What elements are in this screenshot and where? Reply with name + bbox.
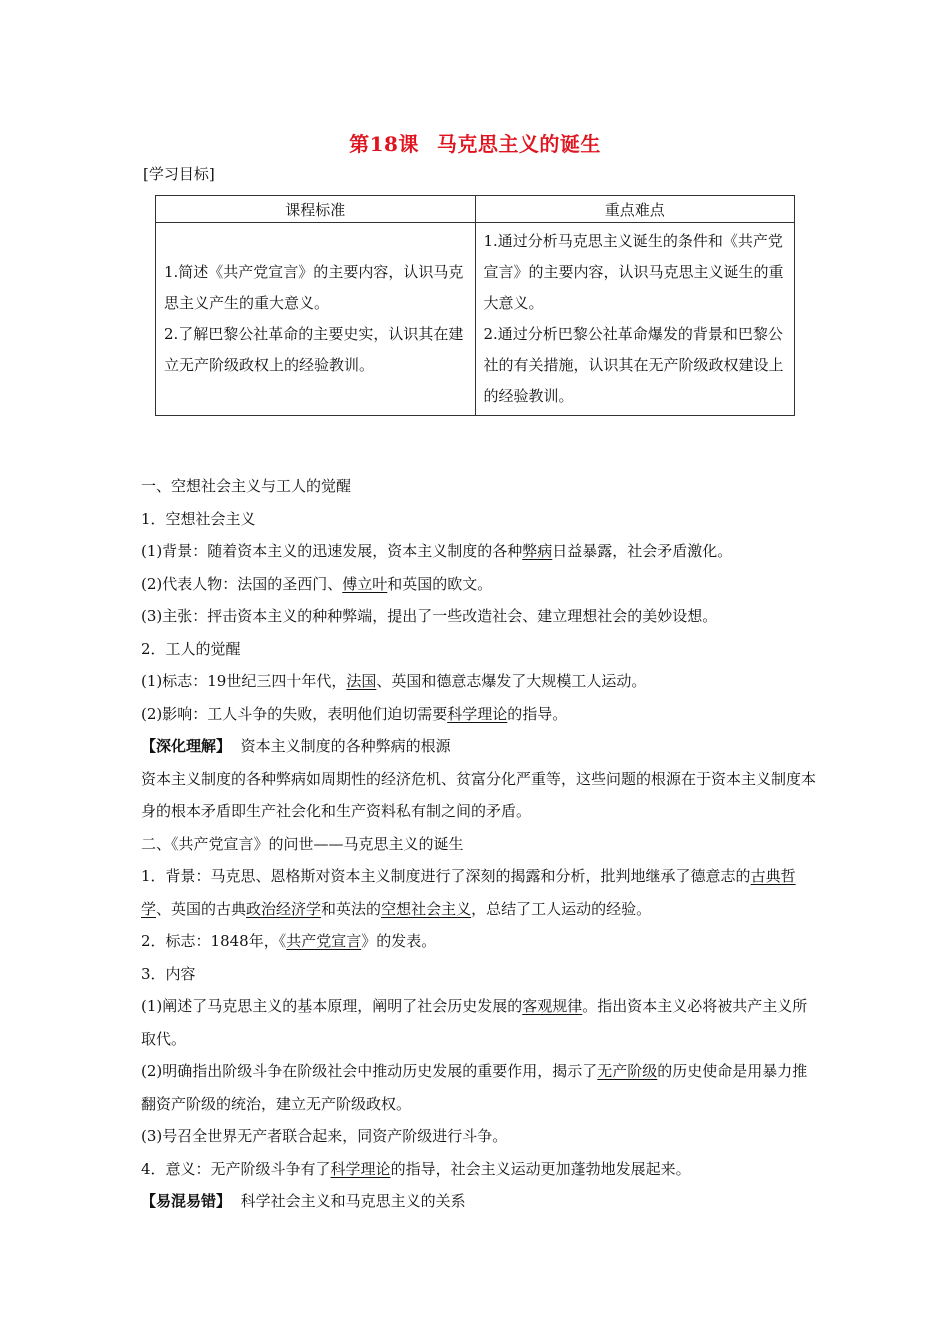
text: 日益暴露，社会矛盾激化。: [552, 542, 733, 560]
goals-standard-item: 1.简述《共产党宣言》的主要内容，认识马克思主义产生的重大意义。: [164, 263, 464, 312]
paragraph: [141, 535, 816, 568]
text: (1)标志：19世纪三四十年代，: [141, 672, 347, 690]
paragraph: [141, 860, 816, 925]
underlined-keyword: 空想社会主义: [381, 899, 472, 918]
page-title: [0, 128, 950, 157]
goals-key-points-cell: [475, 223, 795, 416]
paragraph: [141, 568, 816, 601]
paragraph: [141, 925, 816, 958]
deepen-title: 资本主义制度的各种弊病的根源: [240, 737, 451, 755]
underlined-keyword: 无产阶级: [597, 1062, 658, 1080]
goals-key-point-item: 1.通过分析马克思主义诞生的条件和《共产党宣言》的主要内容，认识马克思主义诞生的重大意义。: [483, 232, 784, 312]
text: 、英国的古典: [156, 899, 247, 918]
lesson-content: [141, 470, 816, 1218]
text: 的历史使命是用暴力推翻资产阶级的统治，建立无产阶级政权。: [141, 1062, 808, 1113]
paragraph: [141, 665, 816, 698]
underlined-keyword: 科学理论: [447, 704, 508, 723]
text: 和英法的: [321, 899, 382, 918]
paragraph: [141, 1153, 816, 1186]
lesson-name: 马克思主义的诞生: [436, 132, 601, 156]
underlined-keyword: 共产党宣言: [286, 932, 362, 950]
underlined-keyword: 古典哲学: [141, 867, 796, 918]
goals-standard-cell: [156, 223, 476, 416]
text: 1．背景：马克思、恩格斯对资本主义制度进行了深刻的揭露和分析，批判地继承了德意志的: [141, 867, 751, 885]
underlined-keyword: 弊病: [522, 542, 553, 560]
confuse-tag: 【易混易错】: [141, 1192, 232, 1210]
text: 的指导。: [507, 704, 568, 723]
subsection-heading: 3．内容: [141, 964, 196, 983]
lesson-number: 第18课: [349, 132, 419, 156]
underlined-keyword: 政治经济学: [246, 899, 322, 918]
paragraph: (3)号召全世界无产者联合起来，同资产阶级进行斗争。: [141, 1127, 508, 1145]
text: 》的发表。: [361, 932, 437, 950]
goals-table: [155, 195, 795, 416]
text: (1)阐述了马克思主义的基本原理，阐明了社会历史发展的: [141, 997, 523, 1015]
paragraph: 资本主义制度的各种弊病如周期性的经济危机、贫富分化严重等，这些问题的根源在于资本主义制度本身的根本矛盾即生产社会化和生产资料私有制之间的矛盾。: [141, 769, 817, 820]
underlined-keyword: 客观规律: [522, 997, 583, 1015]
text: (2)影响：工人斗争的失败，表明他们迫切需要: [141, 704, 448, 723]
text: (2)明确指出阶级斗争在阶级社会中推动历史发展的重要作用，揭示了: [141, 1062, 598, 1080]
subsection-heading: 2．工人的觉醒: [141, 639, 241, 658]
text: 、英国和德意志爆发了大规模工人运动。: [376, 672, 647, 690]
underlined-keyword: 科学理论: [330, 1159, 391, 1178]
section-heading: 一、空想社会主义与工人的觉醒: [141, 477, 352, 495]
paragraph: [141, 990, 816, 1055]
confuse-heading: [141, 1185, 816, 1218]
underlined-keyword: 傅立叶: [342, 574, 388, 593]
text: (1)背景：随着资本主义的迅速发展，资本主义制度的各种: [141, 542, 523, 560]
text: 2．标志：1848年，《: [141, 932, 287, 950]
text: (2)代表人物：法国的圣西门、: [141, 574, 343, 593]
text: 的指导，社会主义运动更加蓬勃地发展起来。: [390, 1159, 691, 1178]
goals-header-standard: 课程标准: [156, 196, 476, 223]
paragraph: [141, 1055, 816, 1120]
goals-key-point-item: 2.通过分析巴黎公社革命爆发的背景和巴黎公社的有关措施，认识其在无产阶级政权建设上的经验教训。: [483, 325, 784, 405]
goals-standard-item: 2.了解巴黎公社革命的主要史实，认识其在建立无产阶级政权上的经验教训。: [164, 325, 464, 374]
paragraph: [141, 698, 816, 731]
confuse-title: 科学社会主义和马克思主义的关系: [240, 1192, 466, 1210]
deepen-heading: [141, 730, 816, 763]
underlined-keyword: 法国: [346, 672, 377, 690]
text: 。指出资本主义必将被共产主义所取代。: [141, 997, 808, 1048]
paragraph: (3)主张：抨击资本主义的种种弊端，提出了一些改造社会、建立理想社会的美妙设想。: [141, 607, 718, 625]
deepen-tag: 【深化理解】: [141, 737, 232, 755]
text: ，总结了工人运动的经验。: [471, 899, 652, 918]
subsection-heading: 1．空想社会主义: [141, 509, 256, 528]
text: 4．意义：无产阶级斗争有了: [141, 1159, 331, 1178]
section-heading: 二、《共产党宣言》的问世——马克思主义的诞生: [141, 834, 464, 853]
learning-goals-tag: [学习目标]: [143, 165, 215, 183]
goals-header-key-points: 重点难点: [475, 196, 795, 223]
text: 和英国的欧文。: [387, 574, 493, 593]
